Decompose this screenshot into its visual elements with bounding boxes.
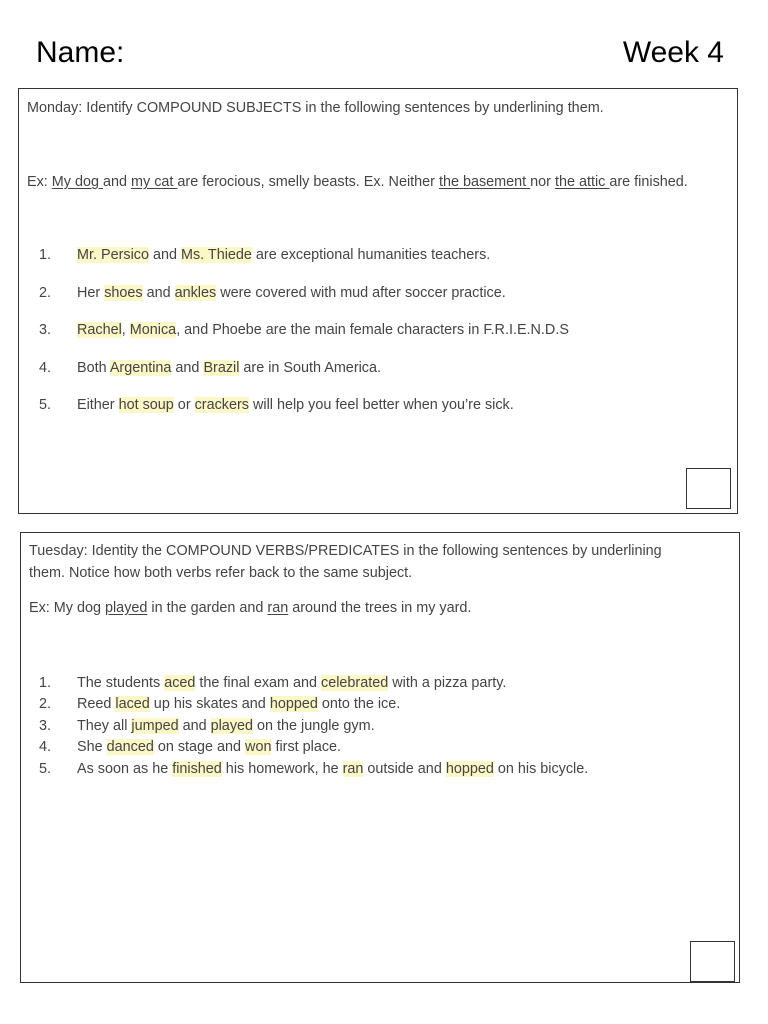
sentence-text: She [77, 739, 107, 756]
item-number: 4. [38, 359, 51, 376]
list-item [23, 358, 569, 396]
tuesday-section [20, 532, 740, 983]
example-text: are ferocious, smelly beasts. Ex. Neither [177, 174, 439, 190]
example-subject: My dog [51, 174, 103, 190]
highlighted-subject: Monica [129, 322, 177, 338]
sentence-text: Her [77, 284, 105, 301]
item-number: 5. [38, 760, 51, 777]
sentence-text: The students [77, 675, 165, 691]
example-verb: ran [267, 600, 289, 616]
sentence-text: They all [77, 717, 132, 734]
sentence-text: are in South America. [239, 359, 382, 376]
highlighted-verb: won [245, 739, 272, 756]
highlighted-subject: shoes [104, 284, 143, 301]
sentence-text: Both [77, 359, 110, 376]
instruction-line: Tuesday: Identity the COMPOUND VERBS/PREDICATES in the following sentences by underlining [29, 543, 662, 559]
list-item [23, 245, 569, 283]
item-number: 3. [38, 717, 51, 734]
list-item [23, 395, 569, 433]
highlighted-verb: finished [172, 760, 222, 777]
instruction-line: them. Notice how both verbs refer back to the same subject. [29, 565, 413, 581]
example-verb: played [104, 600, 148, 616]
list-item [23, 716, 588, 737]
item-number: 1. [38, 247, 51, 263]
highlighted-subject: Rachel [77, 322, 122, 338]
highlighted-verb: hopped [445, 760, 494, 777]
sentence-text: on the jungle gym. [253, 717, 375, 734]
week-label: Week 4 [622, 36, 724, 69]
example-subject: the basement [438, 174, 531, 190]
monday-sentence-list [23, 245, 569, 433]
highlighted-verb: laced [115, 696, 150, 713]
sentence-text: and [171, 359, 204, 376]
sentence-text: will help you feel better when you’re sick. [248, 397, 514, 413]
score-box[interactable] [686, 468, 731, 509]
example-text: Ex: [27, 174, 52, 190]
highlighted-subject: Brazil [203, 359, 240, 376]
example-text: Ex: My dog [29, 600, 105, 616]
sentence-text: or [173, 397, 195, 413]
monday-instruction: Monday: Identify COMPOUND SUBJECTS in the following sentences by underlining them. [27, 100, 604, 116]
sentence-text: , and Phoebe are the main female characters in F.R.I.E.N.D.S [176, 322, 569, 338]
example-text: are finished. [609, 174, 688, 190]
sentence-text: the final exam and [195, 675, 322, 691]
sentence-text: his homework, he [221, 760, 343, 777]
highlighted-verb: aced [164, 675, 196, 691]
highlighted-verb: danced [106, 739, 154, 756]
item-number: 3. [38, 322, 51, 338]
item-number: 1. [38, 675, 51, 691]
sentence-text: and [142, 284, 175, 301]
example-text: in the garden and [147, 600, 268, 616]
highlighted-verb: played [210, 717, 254, 734]
highlighted-verb: hopped [269, 696, 318, 713]
list-item [23, 320, 569, 358]
item-number: 2. [38, 696, 51, 713]
list-item [23, 283, 569, 321]
sentence-text: on his bicycle. [493, 760, 589, 777]
list-item [23, 759, 588, 780]
highlighted-verb: jumped [131, 717, 179, 734]
sentence-text: Reed [77, 696, 116, 713]
example-text: and [103, 174, 132, 190]
list-item [23, 737, 588, 758]
item-number: 5. [38, 397, 51, 413]
sentence-text: , [121, 322, 130, 338]
sentence-text: outside and [363, 760, 446, 777]
highlighted-subject: Ms. Thiede [180, 247, 252, 263]
sentence-text: Either [77, 397, 119, 413]
highlighted-verb: ran [342, 760, 364, 777]
sentence-text: As soon as he [77, 760, 173, 777]
example-text: nor [530, 174, 555, 190]
item-number: 4. [38, 739, 51, 756]
name-label: Name: [36, 36, 125, 69]
tuesday-instruction [29, 540, 662, 584]
highlighted-verb: celebrated [321, 675, 389, 691]
example-subject: my cat [131, 174, 178, 190]
sentence-text: on stage and [153, 739, 246, 756]
tuesday-sentence-list [23, 673, 588, 780]
item-number: 2. [38, 284, 51, 301]
highlighted-subject: ankles [174, 284, 217, 301]
monday-example [27, 171, 688, 193]
sentence-text: up his skates and [149, 696, 270, 713]
sentence-text: were covered with mud after soccer practice. [216, 284, 506, 301]
sentence-text: onto the ice. [317, 696, 401, 713]
sentence-text: and [148, 247, 181, 263]
sentence-text: and [178, 717, 211, 734]
highlighted-subject: Argentina [109, 359, 172, 376]
list-item [23, 673, 588, 694]
sentence-text: are exceptional humanities teachers. [251, 247, 491, 263]
highlighted-subject: crackers [194, 397, 249, 413]
tuesday-example [29, 597, 471, 619]
example-text: around the trees in my yard. [288, 600, 472, 616]
list-item [23, 694, 588, 715]
example-subject: the attic [554, 174, 610, 190]
highlighted-subject: hot soup [118, 397, 174, 413]
score-box[interactable] [690, 941, 735, 982]
sentence-text: first place. [271, 739, 342, 756]
monday-section [18, 88, 738, 514]
highlighted-subject: Mr. Persico [77, 247, 149, 263]
sentence-text: with a pizza party. [388, 675, 507, 691]
